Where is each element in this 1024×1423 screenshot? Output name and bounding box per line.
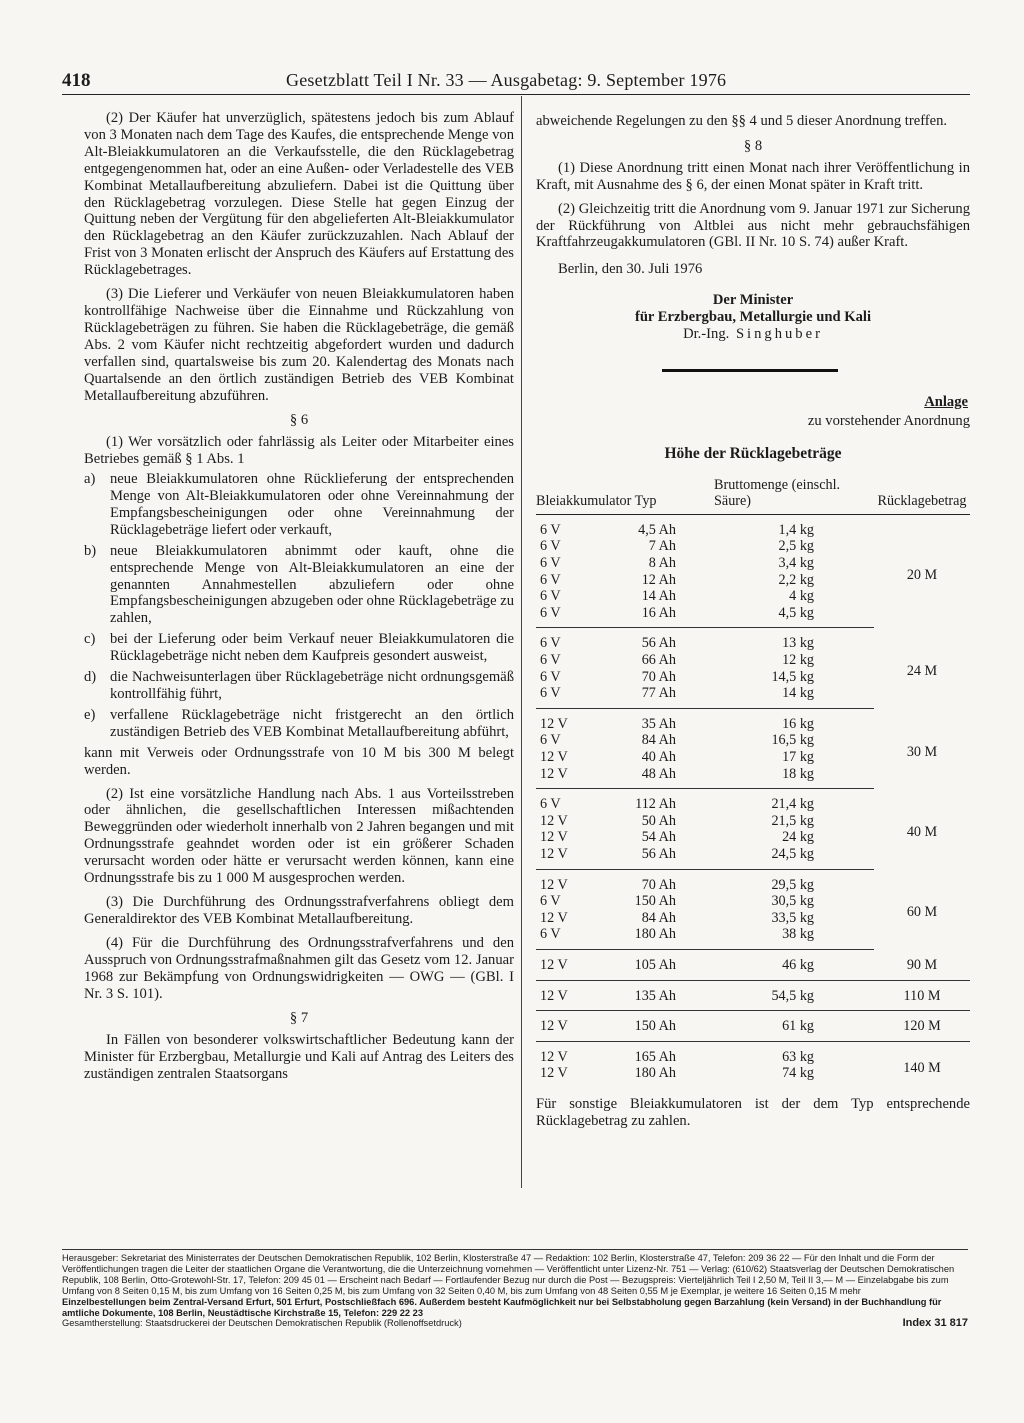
deposit-table [536,477,970,1088]
section-heading: § 7 [289,1010,309,1027]
page-number: 418 [62,70,91,91]
list-item-text: neue Bleiakkumulatoren abnimmt oder kauft, ohne die entsprechende Menge von Alt-Bleiakkumulatoren an eine der genannten Annahmestellen abzuliefern oder ohne Empfangsbescheinigungen abzugeben oder ohne Rücklagebeträge zu zahlen, [110,542,515,627]
table-header-row [536,477,970,515]
paragraph: (2) Der Käufer hat unverzüglich, spätestens jedoch bis zum Ablauf von 3 Monaten nach dem Tage des Kaufes, die entsprechende Menge von Alt-Bleiakkumulatoren an die Verkaufsstelle, die den Rücklagebetrag entgegengenommen hat, oder an eine Außen- oder Verladestelle des VEB Kombinat Metallaufbereitung abzuliefern. Dabei ist die Quittung über den Rücklagebetrag vorzulegen. Diese Stelle hat gegen Einzug der Quittung neben der Vergütung für den abgelieferten Alt-Bleiakkumulator den Rücklagebetrag an den Käufer zurückzuzahlen. Nach Ablauf der Frist von 3 Monaten erlischt der Anspruch des Käufers auf Erstattung des Rücklagebetrages. [84,110,514,279]
place-date: Berlin, den 30. Juli 1976 [558,261,703,278]
cell-capacity: 54 Ah [641,829,676,846]
printer-text: Gesamtherstellung: Staatsdruckerei der Deutschen Demokratischen Republik (Rollenoffsetdruck) [62,1318,462,1329]
cell-weight: 38 kg [714,926,874,949]
cell-weight: 18 kg [714,766,874,789]
cell-weight: 4,5 kg [714,605,874,628]
paragraph: (1) Wer vorsätzlich oder fahrlässig als Leiter oder Mitarbeiter eines Betriebes gemäß § 1 Abs. 1 [84,434,514,468]
paragraph: In Fällen von besonderer volkswirtschaftlicher Bedeutung kann der Minister für Erzbergbau, Metallurgie und Kali auf Antrag des Leiters des zuständigen zentralen Staatsorgans [84,1032,514,1083]
right-column [536,113,970,1130]
cell-voltage: 12 V [540,715,568,732]
paragraph: (3) Die Durchführung des Ordnungsstrafverfahrens obliegt dem Generaldirektor des VEB Kombinat Metallaufbereitung. [84,893,514,927]
table-row [536,1041,970,1065]
cell-capacity: 70 Ah [641,668,676,685]
cell-voltage: 12 V [536,766,589,789]
cell-voltage: 6 V [540,668,561,685]
cell-weight: 1,4 kg [778,521,814,538]
table-row [536,869,970,893]
cell-weight: 21,4 kg [771,796,814,813]
cell-voltage: 6 V [540,652,561,669]
table-row [536,628,970,652]
paragraph: kann mit Verweis oder Ordnungsstrafe von 10 M bis 300 M belegt werden. [84,744,514,778]
cell-deposit-amount: 110 M [874,980,970,1011]
annex-subtitle: zu vorstehender Anordnung [807,412,970,429]
cell-deposit-amount: 40 M [906,824,938,841]
paragraph: (3) Die Lieferer und Verkäufer von neuen Bleiakkumulatoren haben kontrollfähige Nachweise über die Einnahme und Rückzahlung von Rücklagebeträgen zu führen. Sie haben die Rücklagebeträge, die gemäß Abs. 2 vom Käufer nicht rechtzeitig abgefordert wurden und dadurch verfallen sind, quartalsweise bis zum 20. Kalendertag des Monats nach Quartalsende an den örtlich zuständigen Betrieb des VEB Kombinat Metallaufbereitung abzuführen. [84,286,514,404]
table-row [536,789,970,813]
cell-weight: 29,5 kg [771,876,814,893]
cell-weight: 63 kg [782,1048,814,1065]
list-item-text: bei der Lieferung oder beim Verkauf neuer Bleiakkumulatoren die Rücklagebeträge nicht neben dem Kaufpreis gesondert ausweist, [110,631,514,665]
table-row [536,949,970,980]
cell-voltage: 6 V [536,605,589,628]
cell-capacity: 84 Ah [641,909,676,926]
list-item [84,669,514,703]
cell-voltage: 6 V [540,732,561,749]
cell-capacity: 50 Ah [641,812,676,829]
column-header-weight: Bruttomenge (einschl. Säure) [714,477,874,515]
cell-weight: 74 kg [782,1065,814,1082]
list-item [84,707,514,741]
table-note: Für sonstige Bleiakkumulatoren ist der dem Typ entsprechende Rücklagebetrag zu zahlen. [536,1095,970,1129]
cell-weight: 17 kg [782,749,814,765]
table-row [536,514,970,538]
cell-voltage: 12 V [536,846,589,869]
cell-capacity: 66 Ah [641,652,676,669]
cell-voltage: 6 V [540,796,561,813]
cell-capacity: 40 Ah [641,749,676,765]
cell-capacity: 77 Ah [589,685,714,708]
table-title: Höhe der Rücklagebeträge [664,444,842,462]
cell-capacity: 180 Ah [589,926,714,949]
cell-weight: 12 kg [782,652,814,669]
list-item [84,471,514,539]
cell-capacity: 150 Ah [589,1011,714,1042]
cell-capacity: 180 Ah [634,1065,676,1082]
list-item-text: verfallene Rücklagebeträge nicht fristgerecht an den örtlich zuständigen Betrieb des VEB Kombinat Metallaufbereitung abführt, [110,706,514,740]
cell-capacity: 12 Ah [641,571,676,588]
left-column [84,110,514,1090]
cell-voltage: 12 V [536,949,589,980]
cell-voltage: 6 V [540,521,561,538]
paragraph: (2) Gleichzeitig tritt die Anordnung vom 9. Januar 1971 zur Sicherung der Rückführung von Altblei aus nicht mehr gebrauchsfähigen Kraftfahrzeugakkumulatoren (GBl. II Nr. 10 S. 74) außer Kraft. [536,200,970,251]
cell-capacity: 16 Ah [589,605,714,628]
cell-voltage: 6 V [540,538,561,555]
cell-capacity: 135 Ah [589,980,714,1011]
signature-ministry: für Erzbergbau, Metallurgie und Kali [634,309,872,326]
signature-title: Dr.-Ing. [683,326,730,343]
cell-voltage: 6 V [536,685,589,708]
section-heading: § 6 [289,412,309,429]
signature-name [536,326,970,343]
list-item-label: a) [84,471,96,488]
paragraph: abweichende Regelungen zu den §§ 4 und 5 dieser Anordnung treffen. [536,113,948,129]
footer-rule [62,1249,968,1250]
column-divider [521,96,522,1188]
cell-weight: 61 kg [714,1011,874,1042]
cell-weight: 14 kg [714,685,874,708]
signature-heading: Der Minister [712,292,794,309]
page-header [62,70,968,96]
cell-capacity: 48 Ah [589,766,714,789]
cell-weight: 4 kg [789,588,814,605]
cell-capacity: 165 Ah [634,1048,676,1065]
imprint-text: Herausgeber: Sekretariat des Ministerrates der Deutschen Demokratischen Republik, 102 Berlin, Klosterstraße 47 — Redaktion: 102 Berlin, Klosterstraße 47, Telefon: 209 36 22 — Für den Inhalt und die Form der Veröffentlichungen tragen die Leiter der staatlichen Organe die Verantwortung, die die Unterzeichnung vornehmen — Veröffentlicht unter Lizenz-Nr. 751 — Verlag: (610/62) Staatsverlag der Deutschen Demokratischen Republik, 108 Berlin, Otto-Grotewohl-Str. 17, Telefon: 209 45 01 — Erscheint nach Bedarf — Fortlaufender Bezug nur durch die Post — Bezugspreis: Vierteljährlich Teil I 2,50 M, Teil II 3,— M — Einzelabgabe bis zum Umfang von 8 Seiten 0,15 M, bis zum Umfang von 16 Seiten 0,25 M, bis zum Umfang von 32 Seiten 0,40 M, bis zum Umfang von 48 Seiten 0,55 M je Exemplar, je weitere 16 Seiten 0,15 M mehr [62,1253,955,1296]
cell-voltage: 6 V [540,555,561,572]
cell-capacity: 56 Ah [641,635,676,652]
imprint-footer [62,1253,968,1329]
cell-voltage: 6 V [540,893,561,910]
cell-voltage: 12 V [540,829,568,846]
list-item-text: neue Bleiakkumulatoren ohne Rücklieferung der entsprechenden Menge von Alt-Bleiakkumulatoren oder ohne Vereinnahmung der Empfangsbescheinigungen oder ohne Vereinnahmung der Rücklagebeträge liefert oder verkauft, [110,471,514,538]
paragraph: (1) Diese Anordnung tritt einen Monat nach ihrer Veröffentlichung in Kraft, mit Ausnahme des § 6, der einen Monat später in Kraft tritt. [536,159,970,193]
list-item-label: d) [84,669,97,686]
table-row [536,1011,970,1042]
running-title: Gesetzblatt Teil I Nr. 33 — Ausgabetag: 9. September 1976 [286,70,727,90]
cell-voltage: 12 V [540,749,568,765]
list-item-text: die Nachweisunterlagen über Rücklagebeträge nicht ordnungsgemäß kontrollfähig führt, [110,669,514,702]
cell-voltage: 6 V [540,635,561,652]
paragraph: (4) Für die Durchführung des Ordnungsstrafverfahrens und den Ausspruch von Ordnungsstrafmaßnahmen gilt das Gesetz vom 12. Januar 1968 zur Bekämpfung von Ordnungswidrigkeiten — OWG — (GBl. I Nr. 3 S. 101). [84,934,514,1002]
cell-capacity: 70 Ah [641,876,676,893]
cell-weight: 2,5 kg [778,538,814,555]
separator-rule [662,369,838,372]
cell-capacity: 4,5 Ah [638,521,676,538]
cell-weight: 3,4 kg [778,555,814,572]
list-item-label: c) [84,631,96,648]
list-item [84,631,514,665]
cell-voltage: 12 V [540,876,568,893]
index-number: Index 31 817 [902,1317,968,1330]
signature-surname: Singhuber [735,326,823,343]
cell-weight: 30,5 kg [771,893,814,910]
table-row [536,708,970,732]
cell-weight: 16,5 kg [771,732,814,749]
list-item-label: e) [84,706,96,723]
cell-deposit-amount: 90 M [874,949,970,980]
cell-capacity: 56 Ah [589,846,714,869]
cell-weight: 21,5 kg [771,812,814,829]
column-header-type: Bleiakkumulator Typ [536,477,714,515]
cell-weight: 16 kg [782,715,814,732]
paragraph: (2) Ist eine vorsätzliche Handlung nach Abs. 1 aus Vorteilsstreben oder ähnlichen, die gesellschaftlichen Interessen mißachtenden Beweggründen oder wiederholt innerhalb von 2 Jahren begangen und mit Ordnungsstrafe geahndet worden oder ist ein größerer Schaden verursacht worden oder hätte er verursacht werden können, kann eine Ordnungsstrafe bis zu 1 000 M ausgesprochen werden. [84,785,514,887]
cell-voltage: 12 V [540,909,568,926]
section-heading: § 8 [743,137,763,154]
list-item [84,543,514,628]
cell-capacity: 112 Ah [635,796,676,813]
cell-weight: 2,2 kg [778,571,814,588]
cell-weight: 46 kg [714,949,874,980]
cell-voltage: 12 V [540,1065,568,1082]
cell-deposit-amount: 120 M [874,1011,970,1042]
cell-weight: 24,5 kg [714,846,874,869]
cell-deposit-amount: 140 M [903,1060,941,1077]
header-rule [62,94,970,95]
cell-deposit-amount: 60 M [906,904,938,921]
cell-voltage: 6 V [540,571,561,588]
cell-capacity: 150 Ah [634,893,676,910]
cell-voltage: 12 V [540,1048,568,1065]
cell-capacity: 8 Ah [648,555,676,572]
ordering-text: Einzelbestellungen beim Zentral-Versand Erfurt, 501 Erfurt, Postschließfach 696. Außerdem besteht Kaufmöglichkeit nur bei Selbstabholung gegen Barzahlung (kein Versand) in der Buchhandlung für amtliche Dokumente, 108 Berlin, Neustädtische Kirchstraße 15, Telefon: 229 22 23 [62,1296,942,1318]
table-row [536,980,970,1011]
cell-voltage: 6 V [536,926,589,949]
cell-capacity: 105 Ah [589,949,714,980]
cell-capacity: 84 Ah [641,732,676,749]
cell-capacity: 7 Ah [648,538,676,555]
cell-deposit-amount: 30 M [906,743,938,760]
column-header-amount: Rücklagebetrag [874,477,970,515]
cell-capacity: 35 Ah [641,715,676,732]
cell-weight: 13 kg [782,635,814,652]
cell-capacity: 14 Ah [641,588,676,605]
cell-weight: 14,5 kg [771,668,814,685]
cell-deposit-amount: 24 M [906,663,938,680]
cell-weight: 33,5 kg [771,909,814,926]
annex-heading: Anlage [924,393,968,410]
cell-voltage: 12 V [536,1011,589,1042]
cell-voltage: 6 V [540,588,561,605]
cell-voltage: 12 V [540,812,568,829]
cell-deposit-amount: 20 M [906,566,938,583]
list-item-label: b) [84,542,97,559]
cell-weight: 24 kg [782,829,814,846]
cell-voltage: 12 V [536,980,589,1011]
cell-weight: 54,5 kg [714,980,874,1011]
